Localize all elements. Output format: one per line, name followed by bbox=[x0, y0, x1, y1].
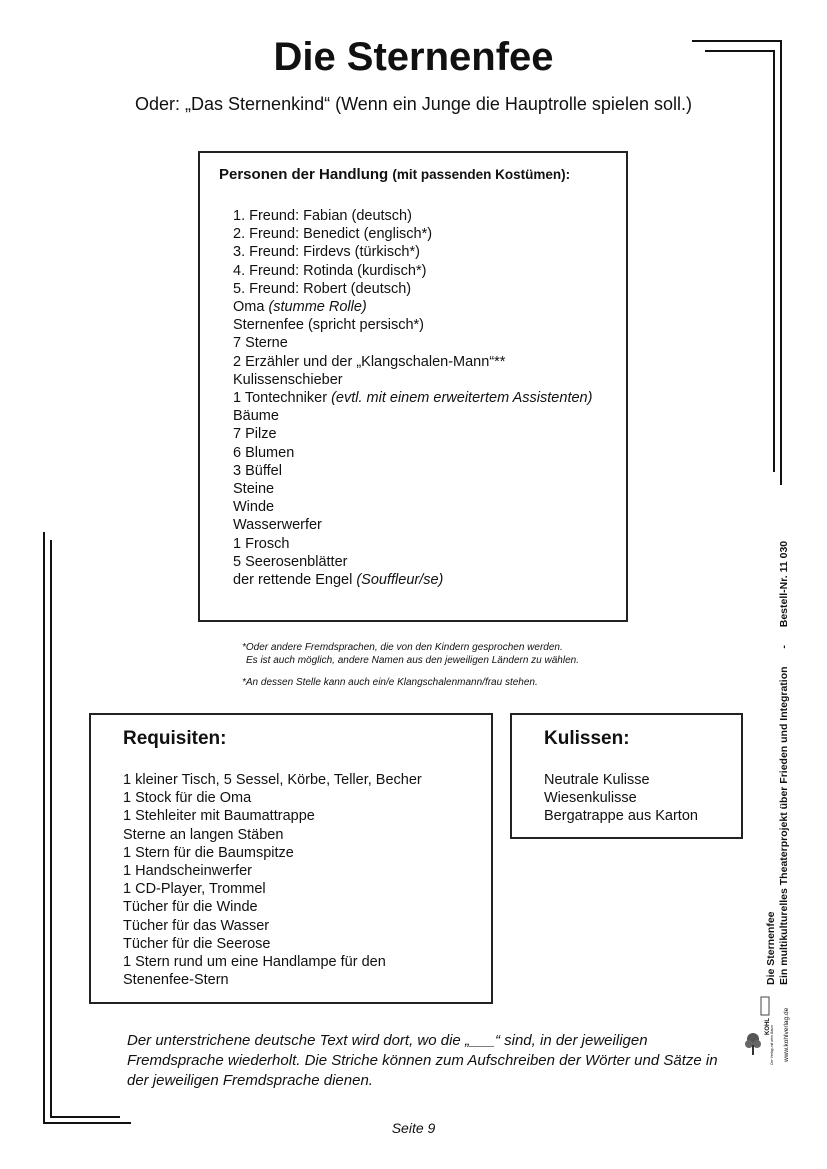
requisiten-box bbox=[89, 713, 493, 1004]
cast-heading-main: Personen der Handlung bbox=[219, 166, 389, 183]
requisiten-item: 1 Handscheinwerfer bbox=[123, 863, 252, 880]
publisher-tagline: Der Verlag mit dem Baum bbox=[770, 1024, 774, 1065]
cast-item bbox=[233, 353, 592, 371]
frame-line-bottom-left-h2 bbox=[50, 1116, 120, 1118]
cast-item-text: 3 Büffel bbox=[233, 462, 282, 479]
sidebar-book-title: Die Sternenfee bbox=[765, 911, 777, 985]
cast-item-text: 2 Erzähler und der „Klangschalen-Mann“** bbox=[233, 353, 506, 370]
cast-item-text: 4. Freund: Rotinda (kurdisch*) bbox=[233, 262, 427, 279]
page-subtitle: Oder: „Das Sternenkind“ (Wenn ein Junge die Hauptrolle spielen soll.) bbox=[135, 94, 692, 114]
cast-item bbox=[233, 243, 592, 261]
cast-item-text: 7 Pilze bbox=[233, 426, 277, 443]
requisiten-item: 1 CD-Player, Trommel bbox=[123, 881, 266, 898]
cast-item-text: 1 Tontechniker bbox=[233, 390, 332, 407]
cast-item bbox=[233, 334, 592, 352]
page-title: Die Sternenfee bbox=[273, 35, 554, 79]
cast-item-text: 3. Freund: Firdevs (türkisch*) bbox=[233, 244, 420, 261]
cast-item-text: Wasserwerfer bbox=[233, 517, 322, 534]
requisiten-list bbox=[123, 771, 422, 989]
cast-item bbox=[233, 571, 592, 589]
cast-item bbox=[233, 225, 592, 243]
cast-heading-note: (mit passenden Kostümen): bbox=[392, 167, 571, 182]
cast-item-text: Bäume bbox=[233, 408, 279, 425]
cast-item bbox=[233, 389, 592, 407]
cast-item bbox=[233, 480, 592, 498]
cast-item bbox=[233, 516, 592, 534]
requisiten-title: Requisiten: bbox=[123, 728, 227, 749]
sidebar-separator: - bbox=[778, 645, 790, 649]
cast-item bbox=[233, 462, 592, 480]
cast-item-text: 5 Seerosenblätter bbox=[233, 553, 348, 570]
page-number: Seite 9 bbox=[391, 1120, 436, 1136]
kulissen-box bbox=[510, 713, 743, 839]
kulissen-item: Bergatrappe aus Karton bbox=[544, 808, 698, 825]
cast-item bbox=[233, 553, 592, 571]
footnote-1-line-1: *Oder andere Fremdsprachen, die von den Kindern gesprochen werden. bbox=[242, 642, 563, 653]
cast-item bbox=[233, 444, 592, 462]
cast-item-text: Kulissenschieber bbox=[233, 371, 343, 388]
cast-item bbox=[233, 371, 592, 389]
cast-item-text: Steine bbox=[233, 481, 275, 498]
frame-line-bottom-left-v2 bbox=[50, 540, 52, 1118]
requisiten-item: 1 Stock für die Oma bbox=[123, 790, 252, 807]
cast-item bbox=[233, 262, 592, 280]
cast-item bbox=[233, 298, 592, 316]
cast-item bbox=[233, 407, 592, 425]
sidebar-order-number: Bestell-Nr. 11 030 bbox=[778, 540, 790, 628]
footnote-1-line-2: Es ist auch möglich, andere Namen aus den jeweiligen Ländern zu wählen. bbox=[246, 655, 579, 666]
cast-item-text: 5. Freund: Robert (deutsch) bbox=[233, 280, 412, 297]
kulissen-title: Kulissen: bbox=[544, 728, 630, 749]
cast-item bbox=[233, 535, 592, 553]
requisiten-item: 1 Stern rund um eine Handlampe für den bbox=[123, 954, 386, 971]
cast-item bbox=[233, 498, 592, 516]
cast-item bbox=[233, 425, 592, 443]
cast-item-text: der rettende Engel bbox=[233, 572, 357, 589]
cast-item-text: 6 Blumen bbox=[233, 444, 295, 461]
cast-item-text: 7 Sterne bbox=[233, 335, 288, 352]
requisiten-item: 1 Stern für die Baumspitze bbox=[123, 844, 294, 861]
kulissen-list bbox=[544, 771, 698, 826]
cast-item-text: 1. Freund: Fabian (deutsch) bbox=[233, 208, 412, 224]
requisiten-item: Stenenfee-Stern bbox=[123, 972, 229, 989]
cast-heading bbox=[219, 166, 570, 183]
cast-item-text: 2. Freund: Benedict (englisch*) bbox=[233, 226, 433, 243]
cast-item bbox=[233, 207, 592, 225]
cast-item-text: Sternenfee (spricht persisch*) bbox=[233, 317, 424, 334]
requisiten-item: 1 Stehleiter mit Baumattrappe bbox=[123, 808, 315, 825]
requisiten-item: Sterne an langen Stäben bbox=[123, 826, 284, 843]
requisiten-item: Tücher für die Winde bbox=[123, 899, 258, 916]
cast-item-note: (stumme Rolle) bbox=[268, 299, 367, 316]
bottom-note: Der unterstrichene deutsche Text wird dort, wo die „___“ sind, in der jeweiligen Fremdsprache wiederholt. Die Striche können zum Aufschreiben der Wörter und Sätze in der jeweiligen Fremdsprache dienen. bbox=[127, 1032, 718, 1089]
publisher-name: KOHL bbox=[765, 1018, 771, 1035]
frame-line-bottom-left-v1 bbox=[43, 532, 45, 1124]
footnote-2: *An dessen Stelle kann auch ein/e Klangschalenmann/frau stehen. bbox=[242, 677, 538, 688]
requisiten-item: 1 kleiner Tisch, 5 Sessel, Körbe, Teller, Becher bbox=[123, 772, 422, 788]
cast-item-text: 1 Frosch bbox=[233, 535, 290, 552]
cast-item-note: (Souffleur/se) bbox=[356, 572, 444, 589]
sidebar-series-text: Ein multikulturelles Theaterprojekt über Frieden und Integration bbox=[778, 666, 790, 985]
cast-list bbox=[233, 207, 592, 589]
kulissen-item: Wiesenkulisse bbox=[544, 790, 637, 807]
requisiten-item: Tücher für die Seerose bbox=[123, 935, 271, 952]
publisher-logo bbox=[743, 995, 773, 1065]
cast-item bbox=[233, 316, 592, 334]
cast-item-text: Winde bbox=[233, 499, 275, 516]
kulissen-item: Neutrale Kulisse bbox=[544, 772, 650, 788]
sidebar-publisher-url: www.kohlverlag.de bbox=[783, 1007, 790, 1062]
cast-box bbox=[198, 151, 628, 622]
requisiten-item: Tücher für das Wasser bbox=[123, 917, 270, 934]
cast-item bbox=[233, 280, 592, 298]
sidebar-series-line bbox=[778, 541, 790, 985]
cast-item-text: Oma bbox=[233, 299, 269, 316]
cast-item-note: (evtl. mit einem erweitertem Assistenten) bbox=[331, 390, 593, 407]
